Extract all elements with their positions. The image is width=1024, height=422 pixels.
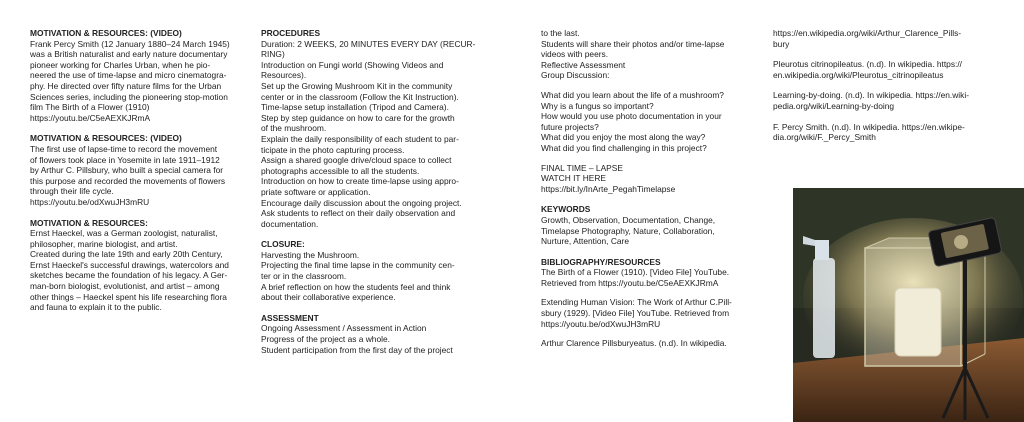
reference-item <box>773 28 998 49</box>
text-line: Time-lapse setup installation (Tripod and Camera). <box>261 102 449 113</box>
section-heading: ASSESSMENT <box>261 312 319 323</box>
text-line: videos with peers. <box>541 49 609 60</box>
reference-item <box>773 59 998 80</box>
text-line: Students will share their photos and/or time-lapse <box>541 38 725 49</box>
text-line: man-born biologist, evolutionist, and artist – among <box>30 281 220 292</box>
text-line: pioneer working for Charles Urban, when he pio- <box>30 59 211 70</box>
text-line: The first use of lapse-time to record the movement <box>30 143 218 154</box>
text-line: Learning-by-doing. (n.d). In wikipedia. https://en.wiki- <box>773 90 969 101</box>
text-line: through their life cycle. <box>30 186 114 197</box>
column-4 <box>773 28 998 153</box>
text-line: Ernst Haeckel's successful drawings, watercolors and <box>30 259 229 270</box>
final-timelapse <box>541 163 756 195</box>
text-line: Step by step guidance on how to care for the growth <box>261 112 455 123</box>
column-2 <box>261 28 482 365</box>
photo-illustration <box>793 188 1024 422</box>
text-line: Why is a fungus so important? <box>541 100 654 111</box>
text-line: Retrieved from https://youtu.be/C5eAEXKJRmA <box>541 277 719 288</box>
section-heading: PROCEDURES <box>261 28 321 38</box>
text-line: Growth, Observation, Documentation, Change, <box>541 214 716 225</box>
text-line: documentation. <box>261 218 319 229</box>
section-procedures <box>261 28 482 229</box>
text-line: future projects? <box>541 121 599 132</box>
section-heading: BIBLIOGRAPHY/RESOURCES <box>541 256 661 267</box>
spacer <box>541 329 756 338</box>
text-line: photographs accessible to all the students. <box>261 165 420 176</box>
text-line: phy. He directed over fifty nature films for the Urban <box>30 80 222 91</box>
section-bibliography <box>541 257 756 349</box>
text-line: sbury (1929). [Video File] YouTube. Retrieved from <box>541 308 730 319</box>
text-line: priate software or application. <box>261 186 371 197</box>
section-motivation-2 <box>30 133 248 207</box>
spray-bottle <box>813 258 835 358</box>
text-line: The Birth of a Flower (1910). [Video File] YouTube. <box>541 267 730 278</box>
text-line: Reflective Assessment <box>541 59 626 70</box>
text-line: What did you enjoy the most along the way? <box>541 132 706 143</box>
spacer <box>541 81 756 90</box>
section-heading: MOTIVATION & RESOURCES: <box>30 217 148 228</box>
reference-item <box>773 90 998 111</box>
section-heading: CLOSURE: <box>261 239 305 250</box>
text-line: this purpose and recorded the movements of flowers <box>30 175 226 186</box>
section-keywords <box>541 204 756 246</box>
section-motivation-3 <box>30 218 248 313</box>
section-heading: KEYWORDS <box>541 204 591 215</box>
text-line: Ongoing Assessment / Assessment in Action <box>261 323 427 334</box>
mushroom-kit-block <box>895 288 941 356</box>
text-line: pedia.org/wiki/Learning-by-doing <box>773 100 895 111</box>
text-line: center or in the classroom (Follow the Kit Instruction). <box>261 91 459 102</box>
text-line: Ask students to reflect on their daily observation and <box>261 208 456 219</box>
text-line: Progress of the project as a whole. <box>261 334 390 345</box>
text-line: FINAL TIME – LAPSE <box>541 162 623 173</box>
text-line: of flowers took place in Yosemite in late 1911–1912 <box>30 154 220 165</box>
text-line: Sciences series, including the pioneering stop-motion <box>30 91 228 102</box>
reference-item <box>773 122 998 143</box>
text-line: Nurture, Attention, Care <box>541 236 629 247</box>
text-line: What did you learn about the life of a mushroom? <box>541 89 724 100</box>
column-3 <box>541 28 756 349</box>
text-line: dia.org/wiki/F._Percy_Smith <box>773 132 876 143</box>
link-text[interactable]: https://bit.ly/InArte_PegahTimelapse <box>541 183 676 194</box>
text-line: Harvesting the Mushroom. <box>261 249 360 260</box>
text-line: philosopher, marine biologist, and artist. <box>30 238 178 249</box>
text-line: Group Discussion: <box>541 70 610 81</box>
text-line: Set up the Growing Mushroom Kit in the community <box>261 80 453 91</box>
text-line: neered the use of time-lapse and micro cinematogra- <box>30 70 227 81</box>
section-motivation-1 <box>30 28 248 123</box>
text-line: Arthur Clarence Pillsburyeatus. (n.d). In wikipedia. <box>541 338 727 349</box>
section-heading: MOTIVATION & RESOURCES: (VIDEO) <box>30 28 182 38</box>
text-line: ter or in the classroom. <box>261 271 347 282</box>
link-text[interactable]: https://youtu.be/odXwuJH3mRU <box>30 196 150 207</box>
text-line: bury <box>773 38 790 49</box>
section-assessment <box>261 313 482 355</box>
text-line: Projecting the final time lapse in the community cen- <box>261 260 455 271</box>
text-line: Resources). <box>261 70 307 81</box>
text-line: Pleurotus citrinopileatus. (n.d). In wikipedia. https:// <box>773 59 962 70</box>
text-line: Duration: 2 WEEKS, 20 MINUTES EVERY DAY (RECUR- <box>261 38 476 49</box>
text-line: A brief reflection on how the students feel and think <box>261 281 451 292</box>
text-line: was a British naturalist and early nature documentary <box>30 49 228 60</box>
spacer <box>541 154 756 163</box>
text-line: by Arthur C. Pillsbury, who built a special camera for <box>30 165 224 176</box>
text-line: Student participation from the first day of the project <box>261 344 453 355</box>
text-line: Assign a shared google drive/cloud space to collect <box>261 155 452 166</box>
text-line: to the last. <box>541 28 580 38</box>
text-line: about their collaborative experience. <box>261 292 396 303</box>
mushroom-timelapse-photo <box>793 188 1024 422</box>
text-line: of the mushroom. <box>261 123 327 134</box>
link-text[interactable]: https://youtu.be/C5eAEXKJRmA <box>30 112 151 123</box>
text-line: Ernst Haeckel, was a German zoologist, naturalist, <box>30 228 218 239</box>
text-line: ticipate in the photo capturing process. <box>261 144 405 155</box>
text-line: film The Birth of a Flower (1910) <box>30 102 150 113</box>
text-line: Introduction on Fungi world (Showing Videos and <box>261 59 444 70</box>
text-line: sketches became the foundation of his legacy. A Ger- <box>30 270 228 281</box>
text-line: What did you find challenging in this project? <box>541 142 707 153</box>
text-line: RING) <box>261 49 285 60</box>
discussion-questions <box>541 90 756 154</box>
spacer <box>541 288 756 297</box>
column-1 <box>30 28 248 323</box>
text-line: https://youtu.be/odXwuJH3mRU <box>541 318 661 329</box>
text-line: https://en.wikipedia.org/wiki/Arthur_Clarence_Pills- <box>773 28 962 38</box>
text-line: Extending Human Vision: The Work of Arthur C.Pill- <box>541 297 732 308</box>
text-line: WATCH IT HERE <box>541 173 606 184</box>
text-line: Explain the daily responsibility of each student to par- <box>261 133 459 144</box>
text-line: Introduction on how to create time-lapse using appro- <box>261 176 459 187</box>
section-closure <box>261 239 482 303</box>
text-line: en.wikipedia.org/wiki/Pleurotus_citrinopileatus <box>773 69 944 80</box>
section-heading: MOTIVATION & RESOURCES: (VIDEO) <box>30 133 182 144</box>
text-line: and fauna to explain it to the public. <box>30 302 162 313</box>
text-line: F. Percy Smith. (n.d). In wikipedia. https://en.wikipe- <box>773 121 965 132</box>
assessment-continued <box>541 28 756 81</box>
text-line: Frank Percy Smith (12 January 1880–24 March 1945) <box>30 38 230 49</box>
text-line: Created during the late 19th and early 20th Century, <box>30 249 223 260</box>
text-line: How would you use photo documentation in your <box>541 111 722 122</box>
text-line: Encourage daily discussion about the ongoing project. <box>261 197 462 208</box>
text-line: Timelapse Photography, Nature, Collaboration, <box>541 225 715 236</box>
text-line: other things – Haeckel spent his life researching flora <box>30 291 227 302</box>
